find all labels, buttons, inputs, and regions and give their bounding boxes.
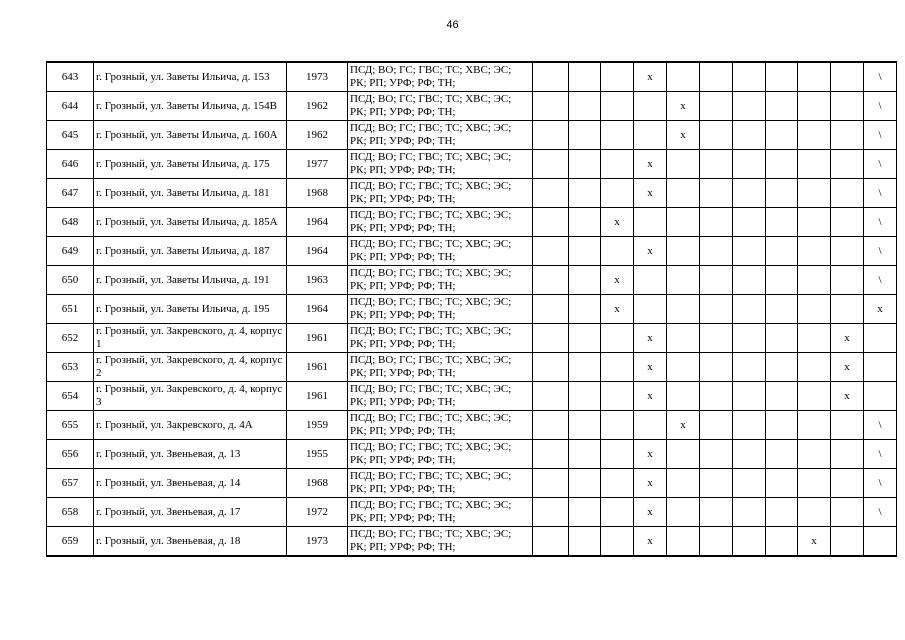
mark-cell (533, 208, 569, 237)
table-row (47, 266, 897, 295)
mark-cell (766, 469, 798, 498)
mark-cell: \ (864, 440, 897, 469)
mark-cell (533, 121, 569, 150)
mark-cell (700, 266, 733, 295)
systems-cell: ПСД; ВО; ГС; ГВС; ТС; ХВС; ЭС; РК; РП; УРФ; РФ; ТН; (348, 498, 533, 527)
mark-cell: \ (864, 208, 897, 237)
mark-cell (733, 62, 766, 92)
mark-cell (533, 92, 569, 121)
address-cell: г. Грозный, ул. Закревского, д. 4А (94, 411, 287, 440)
year-cell: 1968 (287, 179, 348, 208)
mark-cell (700, 208, 733, 237)
mark-cell (700, 92, 733, 121)
mark-cell (766, 237, 798, 266)
year-cell: 1959 (287, 411, 348, 440)
row-number-cell: 659 (47, 527, 94, 557)
mark-cell (601, 498, 634, 527)
mark-cell (831, 295, 864, 324)
mark-cell (700, 469, 733, 498)
mark-cell (766, 527, 798, 557)
mark-cell (667, 353, 700, 382)
mark-cell (601, 237, 634, 266)
mark-cell: х (634, 353, 667, 382)
table-row (47, 62, 897, 92)
mark-cell (533, 440, 569, 469)
mark-cell (766, 266, 798, 295)
mark-cell (569, 527, 601, 557)
row-number-cell: 648 (47, 208, 94, 237)
mark-cell (831, 527, 864, 557)
mark-cell (533, 469, 569, 498)
address-cell: г. Грозный, ул. Закревского, д. 4, корпус 2 (94, 353, 287, 382)
mark-cell (601, 527, 634, 557)
mark-cell (634, 266, 667, 295)
mark-cell (533, 324, 569, 353)
mark-cell (569, 150, 601, 179)
mark-cell (667, 179, 700, 208)
year-cell: 1962 (287, 92, 348, 121)
mark-cell (569, 469, 601, 498)
mark-cell (831, 92, 864, 121)
mark-cell (700, 382, 733, 411)
mark-cell (831, 62, 864, 92)
mark-cell (700, 121, 733, 150)
row-number-cell: 649 (47, 237, 94, 266)
systems-cell: ПСД; ВО; ГС; ГВС; ТС; ХВС; ЭС; РК; РП; УРФ; РФ; ТН; (348, 440, 533, 469)
mark-cell (798, 150, 831, 179)
mark-cell (667, 237, 700, 266)
mark-cell (533, 295, 569, 324)
year-cell: 1961 (287, 324, 348, 353)
mark-cell (667, 150, 700, 179)
systems-cell: ПСД; ВО; ГС; ГВС; ТС; ХВС; ЭС; РК; РП; УРФ; РФ; ТН; (348, 382, 533, 411)
address-cell: г. Грозный, ул. Заветы Ильича, д. 195 (94, 295, 287, 324)
mark-cell (634, 92, 667, 121)
mark-cell: \ (864, 237, 897, 266)
building-registry-table (46, 61, 897, 557)
mark-cell (798, 92, 831, 121)
mark-cell: х (634, 179, 667, 208)
year-cell: 1964 (287, 295, 348, 324)
mark-cell (766, 324, 798, 353)
mark-cell (798, 237, 831, 266)
table-row (47, 92, 897, 121)
mark-cell (601, 179, 634, 208)
mark-cell (766, 295, 798, 324)
address-cell: г. Грозный, ул. Заветы Ильича, д. 160А (94, 121, 287, 150)
mark-cell (831, 498, 864, 527)
address-cell: г. Грозный, ул. Заветы Ильича, д. 181 (94, 179, 287, 208)
mark-cell (733, 498, 766, 527)
address-cell: г. Грозный, ул. Заветы Ильича, д. 191 (94, 266, 287, 295)
mark-cell (667, 324, 700, 353)
table-row (47, 208, 897, 237)
table-row (47, 121, 897, 150)
mark-cell (831, 150, 864, 179)
mark-cell (601, 150, 634, 179)
mark-cell (569, 324, 601, 353)
mark-cell (601, 411, 634, 440)
address-cell: г. Грозный, ул. Заветы Ильича, д. 187 (94, 237, 287, 266)
mark-cell (700, 62, 733, 92)
mark-cell (798, 179, 831, 208)
row-number-cell: 643 (47, 62, 94, 92)
row-number-cell: 646 (47, 150, 94, 179)
mark-cell (733, 92, 766, 121)
mark-cell: х (831, 324, 864, 353)
mark-cell (569, 121, 601, 150)
address-cell: г. Грозный, ул. Звеньевая, д. 13 (94, 440, 287, 469)
mark-cell (700, 179, 733, 208)
table-row (47, 353, 897, 382)
mark-cell (634, 208, 667, 237)
row-number-cell: 645 (47, 121, 94, 150)
systems-cell: ПСД; ВО; ГС; ГВС; ТС; ХВС; ЭС; РК; РП; УРФ; РФ; ТН; (348, 92, 533, 121)
mark-cell (700, 440, 733, 469)
mark-cell: х (634, 527, 667, 557)
mark-cell (700, 237, 733, 266)
year-cell: 1955 (287, 440, 348, 469)
table-row (47, 324, 897, 353)
address-cell: г. Грозный, ул. Заветы Ильича, д. 154В (94, 92, 287, 121)
mark-cell: \ (864, 411, 897, 440)
mark-cell (766, 208, 798, 237)
mark-cell (766, 382, 798, 411)
row-number-cell: 654 (47, 382, 94, 411)
mark-cell (533, 353, 569, 382)
mark-cell (569, 498, 601, 527)
row-number-cell: 656 (47, 440, 94, 469)
mark-cell: \ (864, 179, 897, 208)
mark-cell (798, 411, 831, 440)
year-cell: 1964 (287, 208, 348, 237)
mark-cell: \ (864, 121, 897, 150)
mark-cell (733, 121, 766, 150)
mark-cell: \ (864, 266, 897, 295)
mark-cell (864, 382, 897, 411)
mark-cell (667, 498, 700, 527)
mark-cell (733, 179, 766, 208)
mark-cell (733, 411, 766, 440)
mark-cell: х (601, 266, 634, 295)
mark-cell: х (634, 498, 667, 527)
systems-cell: ПСД; ВО; ГС; ГВС; ТС; ХВС; ЭС; РК; РП; УРФ; РФ; ТН; (348, 469, 533, 498)
address-cell: г. Грозный, ул. Звеньевая, д. 14 (94, 469, 287, 498)
table-row (47, 411, 897, 440)
year-cell: 1972 (287, 498, 348, 527)
mark-cell (569, 266, 601, 295)
mark-cell (601, 324, 634, 353)
mark-cell (864, 527, 897, 557)
table-row (47, 498, 897, 527)
mark-cell: х (634, 469, 667, 498)
mark-cell (733, 295, 766, 324)
mark-cell (533, 266, 569, 295)
row-number-cell: 658 (47, 498, 94, 527)
registry-body (47, 62, 897, 556)
mark-cell (798, 324, 831, 353)
mark-cell (700, 150, 733, 179)
table-row (47, 469, 897, 498)
mark-cell (569, 208, 601, 237)
mark-cell (569, 295, 601, 324)
mark-cell (733, 353, 766, 382)
mark-cell: х (864, 295, 897, 324)
mark-cell: х (667, 411, 700, 440)
mark-cell (733, 527, 766, 557)
address-cell: г. Грозный, ул. Закревского, д. 4, корпус 1 (94, 324, 287, 353)
row-number-cell: 644 (47, 92, 94, 121)
address-cell: г. Грозный, ул. Заветы Ильича, д. 153 (94, 62, 287, 92)
mark-cell: х (667, 121, 700, 150)
mark-cell: х (601, 295, 634, 324)
address-cell: г. Грозный, ул. Заветы Ильича, д. 175 (94, 150, 287, 179)
mark-cell: х (634, 382, 667, 411)
year-cell: 1963 (287, 266, 348, 295)
mark-cell (667, 382, 700, 411)
mark-cell (601, 62, 634, 92)
mark-cell (667, 62, 700, 92)
mark-cell (766, 92, 798, 121)
mark-cell: х (667, 92, 700, 121)
mark-cell (533, 527, 569, 557)
mark-cell: \ (864, 469, 897, 498)
mark-cell: \ (864, 62, 897, 92)
mark-cell (569, 353, 601, 382)
mark-cell (601, 440, 634, 469)
mark-cell (533, 411, 569, 440)
mark-cell: х (634, 62, 667, 92)
mark-cell (634, 121, 667, 150)
address-cell: г. Грозный, ул. Закревского, д. 4, корпус 3 (94, 382, 287, 411)
mark-cell (798, 382, 831, 411)
address-cell: г. Грозный, ул. Заветы Ильича, д. 185А (94, 208, 287, 237)
systems-cell: ПСД; ВО; ГС; ГВС; ТС; ХВС; ЭС; РК; РП; УРФ; РФ; ТН; (348, 121, 533, 150)
mark-cell (533, 237, 569, 266)
mark-cell (667, 266, 700, 295)
mark-cell (733, 382, 766, 411)
row-number-cell: 652 (47, 324, 94, 353)
address-cell: г. Грозный, ул. Звеньевая, д. 18 (94, 527, 287, 557)
mark-cell (831, 266, 864, 295)
mark-cell (766, 411, 798, 440)
mark-cell (733, 469, 766, 498)
year-cell: 1961 (287, 353, 348, 382)
mark-cell: х (798, 527, 831, 557)
mark-cell (798, 353, 831, 382)
mark-cell (733, 237, 766, 266)
table-row (47, 440, 897, 469)
systems-cell: ПСД; ВО; ГС; ГВС; ТС; ХВС; ЭС; РК; РП; УРФ; РФ; ТН; (348, 179, 533, 208)
systems-cell: ПСД; ВО; ГС; ГВС; ТС; ХВС; ЭС; РК; РП; УРФ; РФ; ТН; (348, 295, 533, 324)
mark-cell (831, 208, 864, 237)
mark-cell (533, 179, 569, 208)
mark-cell (831, 237, 864, 266)
year-cell: 1973 (287, 527, 348, 557)
mark-cell: х (831, 382, 864, 411)
mark-cell (533, 498, 569, 527)
systems-cell: ПСД; ВО; ГС; ГВС; ТС; ХВС; ЭС; РК; РП; УРФ; РФ; ТН; (348, 150, 533, 179)
mark-cell: х (634, 440, 667, 469)
table-row (47, 527, 897, 557)
mark-cell: х (634, 237, 667, 266)
mark-cell (831, 411, 864, 440)
mark-cell (601, 92, 634, 121)
mark-cell (601, 353, 634, 382)
systems-cell: ПСД; ВО; ГС; ГВС; ТС; ХВС; ЭС; РК; РП; УРФ; РФ; ТН; (348, 266, 533, 295)
mark-cell (733, 324, 766, 353)
mark-cell (864, 353, 897, 382)
row-number-cell: 653 (47, 353, 94, 382)
mark-cell (667, 527, 700, 557)
row-number-cell: 650 (47, 266, 94, 295)
systems-cell: ПСД; ВО; ГС; ГВС; ТС; ХВС; ЭС; РК; РП; УРФ; РФ; ТН; (348, 353, 533, 382)
mark-cell (733, 440, 766, 469)
mark-cell (798, 440, 831, 469)
mark-cell: х (634, 324, 667, 353)
mark-cell (700, 527, 733, 557)
mark-cell (831, 469, 864, 498)
mark-cell: \ (864, 92, 897, 121)
mark-cell (601, 382, 634, 411)
year-cell: 1964 (287, 237, 348, 266)
year-cell: 1968 (287, 469, 348, 498)
mark-cell (634, 411, 667, 440)
mark-cell (601, 469, 634, 498)
systems-cell: ПСД; ВО; ГС; ГВС; ТС; ХВС; ЭС; РК; РП; УРФ; РФ; ТН; (348, 527, 533, 557)
mark-cell (766, 121, 798, 150)
mark-cell: х (601, 208, 634, 237)
mark-cell (831, 179, 864, 208)
mark-cell (533, 62, 569, 92)
mark-cell: х (831, 353, 864, 382)
mark-cell (766, 440, 798, 469)
systems-cell: ПСД; ВО; ГС; ГВС; ТС; ХВС; ЭС; РК; РП; УРФ; РФ; ТН; (348, 237, 533, 266)
mark-cell (864, 324, 897, 353)
table-row (47, 237, 897, 266)
mark-cell: \ (864, 150, 897, 179)
mark-cell (533, 150, 569, 179)
mark-cell (569, 179, 601, 208)
table-row (47, 179, 897, 208)
mark-cell (798, 266, 831, 295)
year-cell: 1962 (287, 121, 348, 150)
systems-cell: ПСД; ВО; ГС; ГВС; ТС; ХВС; ЭС; РК; РП; УРФ; РФ; ТН; (348, 324, 533, 353)
mark-cell (601, 121, 634, 150)
row-number-cell: 657 (47, 469, 94, 498)
mark-cell (798, 295, 831, 324)
year-cell: 1973 (287, 62, 348, 92)
page-number: 46 (446, 19, 459, 31)
mark-cell (533, 382, 569, 411)
systems-cell: ПСД; ВО; ГС; ГВС; ТС; ХВС; ЭС; РК; РП; УРФ; РФ; ТН; (348, 208, 533, 237)
mark-cell (700, 498, 733, 527)
mark-cell (569, 411, 601, 440)
mark-cell (831, 440, 864, 469)
mark-cell (733, 208, 766, 237)
row-number-cell: 651 (47, 295, 94, 324)
mark-cell: х (634, 150, 667, 179)
mark-cell (700, 411, 733, 440)
systems-cell: ПСД; ВО; ГС; ГВС; ТС; ХВС; ЭС; РК; РП; УРФ; РФ; ТН; (348, 411, 533, 440)
mark-cell (569, 382, 601, 411)
mark-cell (700, 324, 733, 353)
mark-cell (798, 208, 831, 237)
mark-cell (766, 62, 798, 92)
mark-cell (798, 62, 831, 92)
mark-cell: \ (864, 498, 897, 527)
mark-cell (766, 179, 798, 208)
table-row (47, 382, 897, 411)
systems-cell: ПСД; ВО; ГС; ГВС; ТС; ХВС; ЭС; РК; РП; УРФ; РФ; ТН; (348, 62, 533, 92)
mark-cell (667, 295, 700, 324)
mark-cell (733, 266, 766, 295)
mark-cell (569, 92, 601, 121)
mark-cell (766, 353, 798, 382)
mark-cell (798, 498, 831, 527)
row-number-cell: 647 (47, 179, 94, 208)
mark-cell (831, 121, 864, 150)
table-row (47, 295, 897, 324)
mark-cell (766, 150, 798, 179)
mark-cell (798, 121, 831, 150)
row-number-cell: 655 (47, 411, 94, 440)
mark-cell (569, 237, 601, 266)
mark-cell (569, 440, 601, 469)
mark-cell (569, 62, 601, 92)
mark-cell (700, 353, 733, 382)
mark-cell (700, 295, 733, 324)
table-row (47, 150, 897, 179)
mark-cell (733, 150, 766, 179)
year-cell: 1961 (287, 382, 348, 411)
mark-cell (766, 498, 798, 527)
address-cell: г. Грозный, ул. Звеньевая, д. 17 (94, 498, 287, 527)
year-cell: 1977 (287, 150, 348, 179)
mark-cell (667, 440, 700, 469)
mark-cell (634, 295, 667, 324)
mark-cell (667, 208, 700, 237)
mark-cell (798, 469, 831, 498)
mark-cell (667, 469, 700, 498)
